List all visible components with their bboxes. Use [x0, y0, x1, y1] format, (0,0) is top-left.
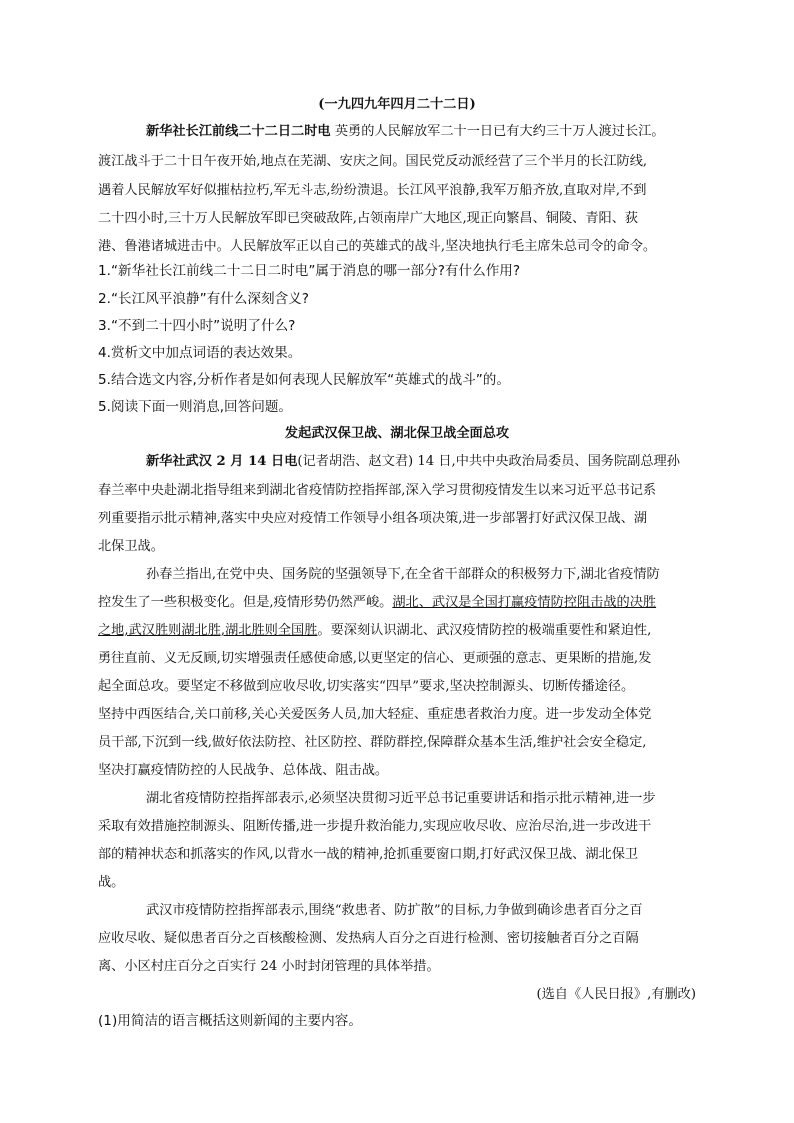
p1-line1-text: (记者胡浩、赵文君) 14 日,中共中央政治局委员、国务院副总理孙	[297, 454, 680, 469]
p2-line6: 坚持中西医结合,关口前移,关心关爱医务人员,加大轻症、重症患者救治力度。进一步发动全体党	[98, 707, 652, 722]
question-5b-instruction: 5.阅读下面一则消息,回答问题。	[98, 399, 293, 415]
p4-line2: 应收尽收、疑似患者百分之百核酸检测、发热病人百分之百进行检测、密切接触者百分之百隔	[98, 931, 639, 946]
p1-line4: 北保卫战。	[98, 539, 164, 554]
p2-line8: 坚决打赢疫情防控的人民战争、总体战、阻击战。	[98, 763, 389, 778]
passage1-line4: 二十四小时,三十万人民解放军即已突破敌阵,占领南岸广大地区,现正向繁昌、铜陵、青阳、荻	[98, 211, 639, 226]
p2-line2	[98, 594, 656, 612]
question-4: 4.赏析文中加点词语的表达效果。	[98, 345, 302, 361]
question-2: 2.“长江风平浪静”有什么深刻含义?	[98, 291, 309, 307]
question-5: 5.结合选文内容,分析作者是如何表现人民解放军“英雄式的战斗”的。	[98, 372, 510, 388]
news-dateline: 新华社武汉 2 月 14 日电	[146, 454, 298, 469]
p2-line3	[98, 622, 651, 640]
passage1-line3: 遇着人民解放军好似摧枯拉朽,军无斗志,纷纷溃退。长江风平浪静,我军万船齐放,直取对岸,不到	[98, 183, 647, 198]
passage1-line5: 港、鲁港诸城进击中。人民解放军正以自己的英雄式的战斗,坚决地执行毛主席朱总司令的命令。	[98, 239, 657, 254]
p3-line3: 部的精神状态和抓落实的作风,以背水一战的精神,抢抓重要窗口期,打好武汉保卫战、湖北保卫	[98, 847, 639, 862]
source-note: (选自《人民日报》,有删改)	[536, 987, 696, 1002]
passage1-line1-text: 英勇的人民解放军二十一日已有大约三十万人渡过长江。	[330, 124, 665, 139]
p3-line4: 战。	[98, 875, 125, 890]
p1-line1	[146, 453, 680, 471]
news-title: 发起武汉保卫战、湖北保卫战全面总攻	[284, 426, 510, 441]
dateline-lead: 新华社长江前线二十二日二时电	[146, 124, 331, 139]
underlined-sentence-part1: 湖北、武汉是全国打赢疫情防控阻击战的决胜	[392, 595, 657, 610]
sub-question-1: (1)用简洁的语言概括这则新闻的主要内容。	[98, 1013, 362, 1029]
p2-line7: 员干部,下沉到一线,做好依法防控、社区防控、群防群控,保障群众基本生活,维护社会安全稳定,	[98, 735, 647, 750]
question-1: 1.“新华社长江前线二十二日二时电”属于消息的哪一部分?有什么作用?	[98, 263, 521, 279]
p2-line4: 勇往直前、义无反顾,切实增强责任感使命感,以更坚定的信心、更顽强的意志、更果断的措施,发	[98, 651, 652, 666]
passage1-line2: 渡江战斗于二十日午夜开始,地点在芜湖、安庆之间。国民党反动派经营了三个半月的长江防线,	[98, 154, 648, 169]
underlined-sentence-part2: 之地,武汉胜则湖北胜,湖北胜则全国胜	[98, 623, 318, 638]
passage1-line1	[146, 123, 665, 141]
question-3: 3.“不到二十四小时”说明了什么?	[98, 318, 296, 334]
p2-line1: 孙春兰指出,在党中央、国务院的坚强领导下,在全省干部群众的积极努力下,湖北省疫情防	[146, 567, 660, 582]
p4-line3: 离、小区村庄百分之百实行 24 小时封闭管理的具体举措。	[98, 959, 440, 974]
p1-line3: 列重要指示批示精神,落实中央应对疫情工作领导小组各项决策,进一步部署打好武汉保卫战、湖	[98, 511, 648, 526]
date-line: (一九四九年四月二十二日)	[318, 97, 476, 112]
p3-line2: 采取有效措施控制源头、阻断传播,进一步提升救治能力,实现应收尽收、应治尽治,进一步改进干	[98, 819, 652, 834]
p1-line2: 春兰率中央赴湖北指导组来到湖北省疫情防控指挥部,深入学习贯彻疫情发生以来习近平总书记系	[98, 483, 657, 498]
p4-line1: 武汉市疫情防控指挥部表示,围绕“救患者、防扩散”的目标,力争做到确诊患者百分之百	[146, 903, 643, 918]
p2-line2-text: 控发生了一些积极变化。但是,疫情形势仍然严峻。	[98, 595, 393, 610]
p2-line5: 起全面总攻。要坚定不移做到应收尽收,切实落实“四早”要求,坚决控制源头、切断传播途径。	[98, 679, 635, 694]
p2-line3-text: 。要深刻认识湖北、武汉疫情防控的极端重要性和紧迫性,	[317, 623, 652, 638]
p3-line1: 湖北省疫情防控指挥部表示,必须坚决贯彻习近平总书记重要讲话和指示批示精神,进一步	[146, 791, 656, 806]
